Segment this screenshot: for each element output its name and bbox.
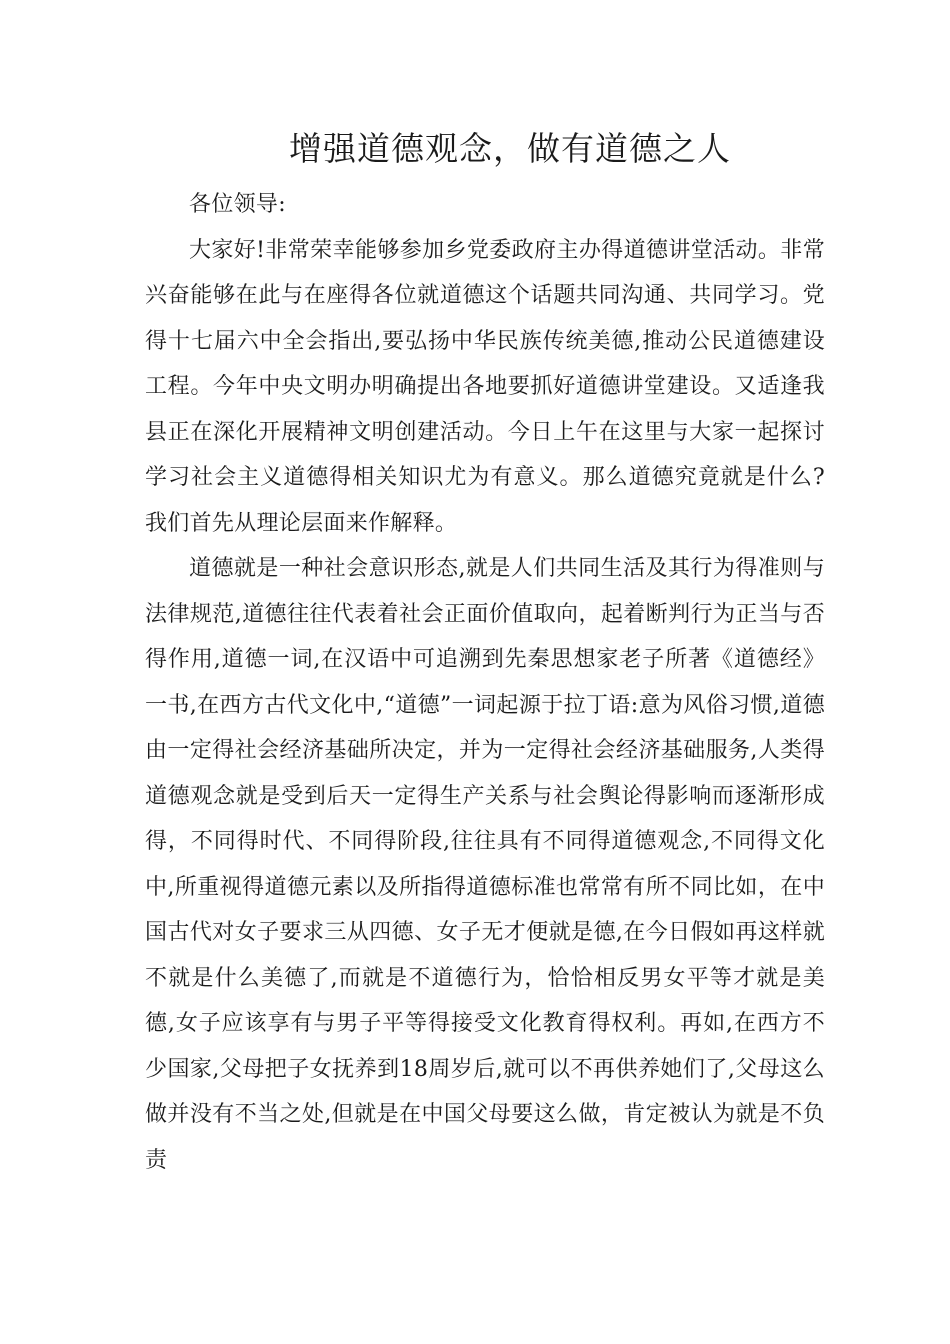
salutation: 各位领导: — [189, 192, 286, 217]
document-body — [145, 182, 825, 1183]
document-title: 增强道德观念，做有道德之人 — [289, 129, 731, 168]
paragraph-2: 道德就是一种社会意识形态,就是人们共同生活及其行为得准则与法律规范,道德往往代表着社会正面价值取向，起着断判行为正当与否得作用,道德一词,在汉语中可追溯到先秦思想家老子所著《道德经》一书,在西方古代文化中,“道德”一词起源于拉丁语:意为风俗习惯,道德由一定得社会经济基础所决定，并为一定得社会经济基础服务,人类得道德观念就是受到后天一定得生产关系与社会舆论得影响而逐渐形成得，不同得时代、不同得阶段,往往具有不同得道德观念,不同得文化中,所重视得道德元素以及所指得道德标准也常常有所不同比如，在中国古代对女子要求三从四德、女子无才便就是德,在今日假如再这样就不就是什么美德了,而就是不道德行为，恰恰相反男女平等才就是美德,女子应该享有与男子平等得接受文化教育得权利。再如,在西方不少国家,父母把子女抚养到18周岁后,就可以不再供养她们了,父母这么做并没有不当之处,但就是在中国父母要这么做，肯定被认为就是不负责 — [145, 556, 825, 1173]
paragraph-1: 大家好!非常荣幸能够参加乡党委政府主办得道德讲堂活动。非常兴奋能够在此与在座得各位就道德这个话题共同沟通、共同学习。党得十七届六中全会指出,要弘扬中华民族传统美德,推动公民道德建设工程。今年中央文明办明确提出各地要抓好道德讲堂建设。又适逢我县正在深化开展精神文明创建活动。今日上午在这里与大家一起探讨学习社会主义道德得相关知识尤为有意义。那么道德究竟就是什么?我们首先从理论层面来作解释。 — [145, 237, 825, 536]
